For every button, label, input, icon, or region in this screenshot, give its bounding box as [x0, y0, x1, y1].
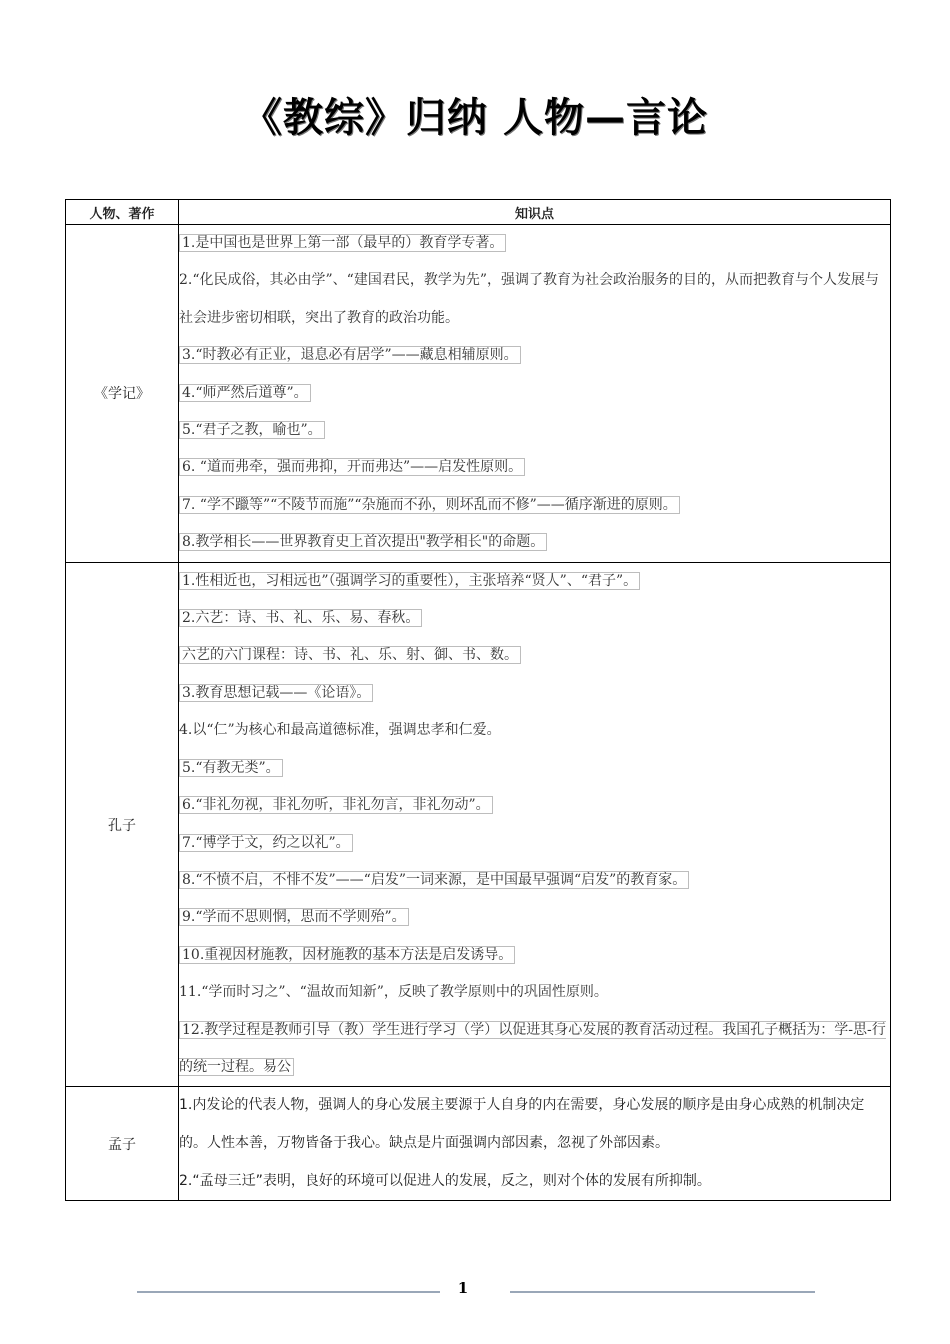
table-row — [66, 562, 891, 1087]
list-item: 4.以“仁”为核心和最高道德标准，强调忠孝和仁爱。 — [179, 722, 501, 739]
list-item: 7.“博学于文，约之以礼”。 — [179, 825, 890, 862]
list-item: 1.性相近也，习相远也”（强调学习的重要性），主张培养“贤人”、“君子”。 — [179, 563, 890, 600]
list-item: 六艺的六门课程：诗、书、礼、乐、射、御、书、数。 — [179, 637, 890, 674]
list-item: 6.“非礼勿视，非礼勿听，非礼勿言，非礼勿动”。 — [179, 787, 890, 824]
page-title: 《教综》归纳 人物—言论 — [242, 95, 708, 141]
footer-rule-left — [137, 1291, 440, 1293]
row-name-mengzi: 孟子 — [66, 1087, 179, 1201]
list-item: 6. “道而弗牵，强而弗抑，开而弗达”——启发性原则。 — [179, 449, 890, 486]
list-item: 2.六艺：诗、书、礼、乐、易、春秋。 — [179, 600, 890, 637]
list-item: 11.“学而时习之”、“温故而知新”，反映了教学原则中的巩固性原则。 — [179, 984, 608, 1001]
list-item: 2.“孟母三迁”表明，良好的环境可以促进人的发展，反之，则对个体的发展有所抑制。 — [179, 1172, 711, 1189]
table-row — [66, 1087, 891, 1201]
row-name-xueji: 《学记》 — [66, 225, 179, 563]
list-item: 12.教学过程是教师引导（教）学生进行学习（学）以促进其身心发展的教育活动过程。我国孔子概括为：学-思-行的统一过程。易公 — [179, 1021, 886, 1075]
row-name-kongzi: 孔子 — [66, 562, 179, 1087]
row-content-mengzi — [179, 1087, 891, 1201]
row-content-kongzi — [179, 562, 891, 1087]
list-item: 10.重视因材施教，因材施教的基本方法是启发诱导。 — [179, 937, 890, 974]
list-item: 5.“有教无类”。 — [179, 750, 890, 787]
list-item: 7. “学不躐等”“不陵节而施”“杂施而不孙，则坏乱而不修”——循序渐进的原则。 — [179, 487, 890, 524]
list-item: 5.“君子之教，喻也”。 — [179, 412, 890, 449]
knowledge-table — [65, 199, 891, 1201]
table-header-row — [66, 200, 891, 225]
page-footer — [0, 1279, 950, 1303]
list-item: 1.内发论的代表人物，强调人的身心发展主要源于人自身的内在需要，身心发展的顺序是由身心成熟的机制决定的。人性本善，万物皆备于我心。缺点是片面强调内部因素，忽视了外部因素。 — [179, 1097, 865, 1151]
list-item: 4.“师严然后道尊”。 — [179, 375, 890, 412]
footer-rule-right — [510, 1291, 815, 1293]
header-knowledge: 知识点 — [179, 200, 891, 225]
list-item: 8.教学相长——世界教育史上首次提出"教学相长"的命题。 — [179, 524, 890, 561]
row-content-xueji — [179, 225, 891, 563]
header-person: 人物、著作 — [66, 200, 179, 225]
list-item: 8.“不愤不启，不悱不发”——“启发”一词来源，是中国最早强调“启发”的教育家。 — [179, 862, 890, 899]
list-item: 1.是中国也是世界上第一部（最早的）教育学专著。 — [179, 225, 890, 262]
page-number: 1 — [457, 1279, 469, 1297]
table-row — [66, 225, 891, 563]
list-item: 3.“时教必有正业，退息必有居学”——藏息相辅原则。 — [179, 337, 890, 374]
list-item: 3.教育思想记载——《论语》。 — [179, 675, 890, 712]
list-item: 2.“化民成俗，其必由学”、“建国君民，教学为先”，强调了教育为社会政治服务的目的，从而把教育与个人发展与社会进步密切相联，突出了教育的政治功能。 — [179, 272, 879, 326]
list-item: 9.“学而不思则惘，思而不学则殆”。 — [179, 899, 890, 936]
